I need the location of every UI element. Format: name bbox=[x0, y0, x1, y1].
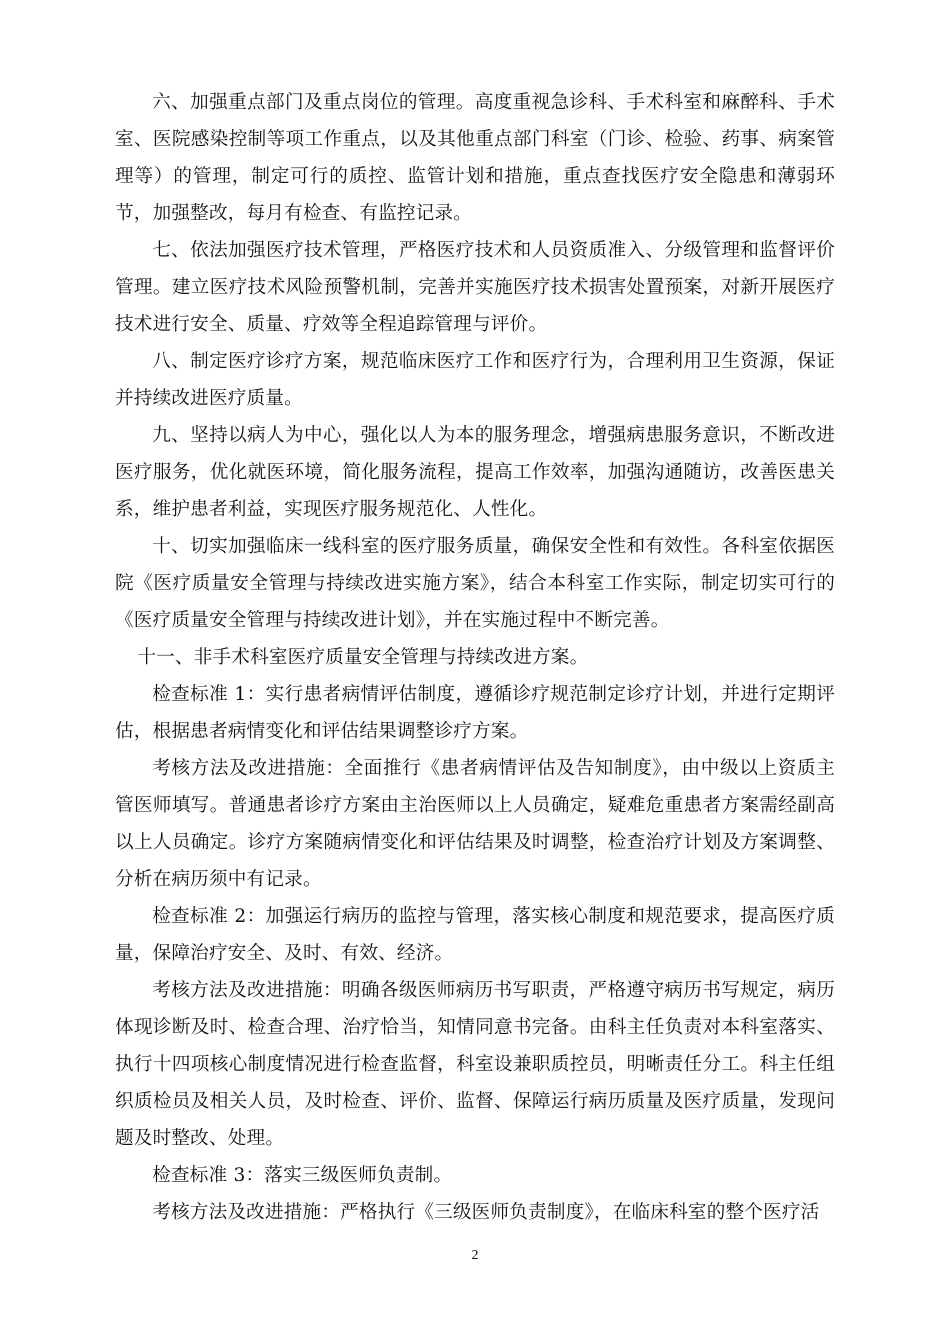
paragraph-section-7: 七、依法加强医疗技术管理，严格医疗技术和人员资质准入、分级管理和监督评价管理。建立医疗技术风险预警机制，完善并实施医疗技术损害处置预案，对新开展医疗技术进行安全、质量、疗效等全程追踪管理与评价。 bbox=[115, 240, 835, 335]
paragraph-measures-2: 考核方法及改进措施：明确各级医师病历书写职责，严格遵守病历书写规定，病历体现诊断及时、检查合理、治疗恰当，知情同意书完备。由科主任负责对本科室落实、执行十四项核心制度情况进行检查监督，科室设兼职质控员，明晰责任分工。科主任组织质检员及相关人员，及时检查、评价、监督、保障运行病历质量及医疗质量，发现问题及时整改、处理。 bbox=[115, 980, 835, 1149]
paragraph-section-8: 八、制定医疗诊疗方案，规范临床医疗工作和医疗行为，合理利用卫生资源，保证并持续改进医疗质量。 bbox=[115, 351, 835, 409]
paragraph-section-6: 六、加强重点部门及重点岗位的管理。高度重视急诊科、手术科室和麻醉科、手术室、医院感染控制等项工作重点，以及其他重点部门科室（门诊、检验、药事、病案管理等）的管理，制定可行的质控、监管计划和措施，重点查找医疗安全隐患和薄弱环节，加强整改，每月有检查、有监控记录。 bbox=[115, 92, 835, 224]
page-number: 2 bbox=[471, 1248, 479, 1263]
paragraph-standard-1: 检查标准 1：实行患者病情评估制度，遵循诊疗规范制定诊疗计划，并进行定期评估，根据患者病情变化和评估结果调整诊疗方案。 bbox=[115, 684, 835, 742]
document-body bbox=[115, 84, 835, 1231]
paragraph-section-9: 九、坚持以病人为中心，强化以人为本的服务理念，增强病患服务意识，不断改进医疗服务，优化就医环境，简化服务流程，提高工作效率，加强沟通随访，改善医患关系，维护患者利益，实现医疗服务规范化、人性化。 bbox=[115, 425, 835, 520]
paragraph-standard-2: 检查标准 2：加强运行病历的监控与管理，落实核心制度和规范要求，提高医疗质量，保障治疗安全、及时、有效、经济。 bbox=[115, 906, 835, 964]
paragraph-standard-3: 检查标准 3：落实三级医师负责制。 bbox=[152, 1165, 453, 1186]
paragraph-section-10: 十、切实加强临床一线科室的医疗服务质量，确保安全性和有效性。各科室依据医院《医疗质量安全管理与持续改进实施方案》，结合本科室工作实际，制定切实可行的《医疗质量安全管理与持续改进计划》，并在实施过程中不断完善。 bbox=[115, 536, 835, 631]
paragraph-section-11: 十一、非手术科室医疗质量安全管理与持续改进方案。 bbox=[137, 647, 589, 668]
paragraph-measures-3: 考核方法及改进措施：严格执行《三级医师负责制度》，在临床科室的整个医疗活 bbox=[152, 1202, 820, 1223]
paragraph-measures-1: 考核方法及改进措施：全面推行《患者病情评估及告知制度》，由中级以上资质主管医师填写。普通患者诊疗方案由主治医师以上人员确定，疑难危重患者方案需经副高以上人员确定。诊疗方案随病情变化和评估结果及时调整，检查治疗计划及方案调整、分析在病历须中有记录。 bbox=[115, 758, 835, 890]
